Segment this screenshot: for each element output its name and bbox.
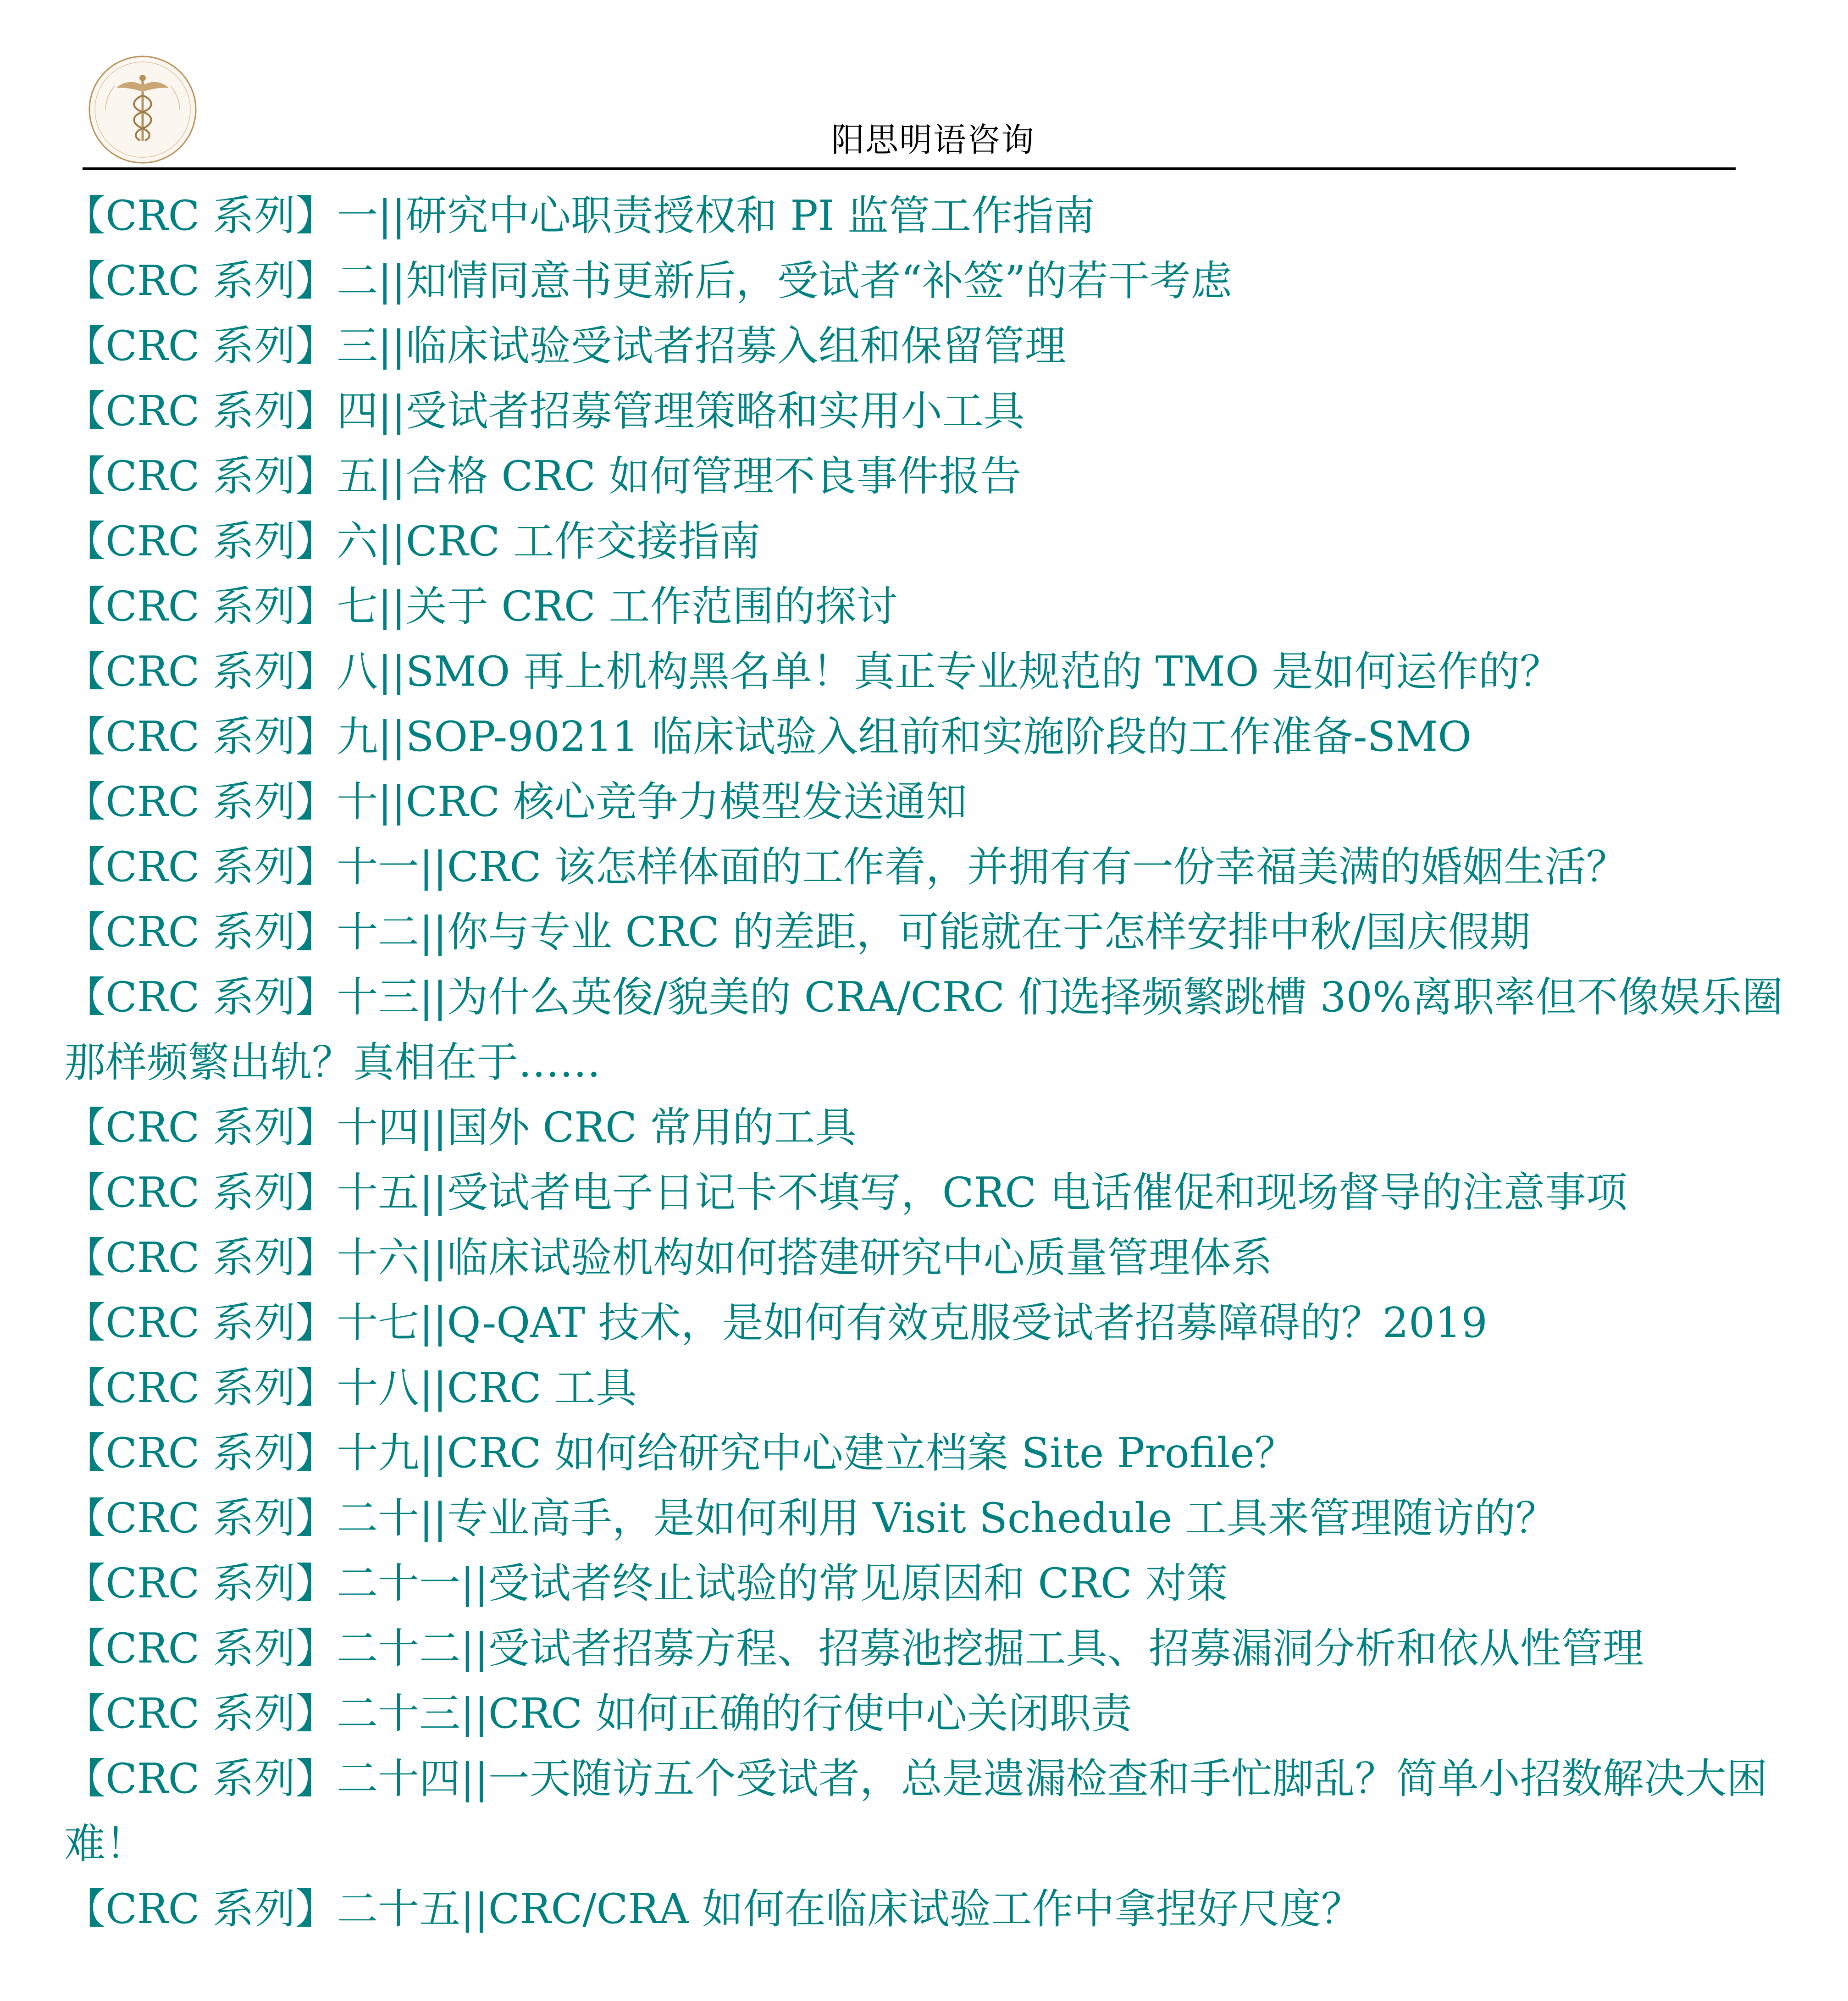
company-logo	[87, 54, 198, 165]
article-link[interactable]: 【CRC 系列】二||知情同意书更新后，受试者“补签”的若干考虑	[64, 257, 1232, 305]
article-link[interactable]: 【CRC 系列】十一||CRC 该怎样体面的工作着，并拥有有一份幸福美满的婚姻生活？	[64, 843, 1627, 891]
page-header	[0, 0, 1848, 174]
article-link[interactable]: 【CRC 系列】十六||临床试验机构如何搭建研究中心质量管理体系	[64, 1234, 1273, 1282]
article-link[interactable]: 【CRC 系列】二十||专业高手，是如何利用 Visit Schedule 工具来管理随访的？	[64, 1494, 1557, 1542]
article-link[interactable]: 【CRC 系列】十九||CRC 如何给研究中心建立档案 Site Profile？	[64, 1429, 1296, 1477]
header-title: 阳思明语咨询	[831, 121, 1035, 159]
article-link[interactable]: 【CRC 系列】二十五||CRC/CRA 如何在临床试验工作中拿捏好尺度？	[64, 1885, 1362, 1933]
article-list	[64, 183, 1788, 1942]
article-link[interactable]: 【CRC 系列】四||受试者招募管理策略和实用小工具	[64, 387, 1025, 435]
article-link[interactable]: 【CRC 系列】十七||Q-QAT 技术，是如何有效克服受试者招募障碍的？2019	[64, 1299, 1488, 1347]
article-link[interactable]: 【CRC 系列】九||SOP-90211 临床试验入组前和实施阶段的工作准备-SMO	[64, 713, 1472, 761]
article-link[interactable]: 【CRC 系列】八||SMO 再上机构黑名单！真正专业规范的 TMO 是如何运作的？	[64, 648, 1561, 696]
article-link[interactable]: 【CRC 系列】一||研究中心职责授权和 PI 监管工作指南	[64, 192, 1096, 240]
article-link[interactable]: 【CRC 系列】十五||受试者电子日记卡不填写，CRC 电话催促和现场督导的注意事项	[64, 1169, 1627, 1217]
article-link[interactable]: 【CRC 系列】七||关于 CRC 工作范围的探讨	[64, 582, 898, 631]
article-link[interactable]: 【CRC 系列】二十二||受试者招募方程、招募池挖掘工具、招募漏洞分析和依从性管理	[64, 1624, 1644, 1673]
article-link[interactable]: 【CRC 系列】二十四||一天随访五个受试者，总是遗漏检查和手忙脚乱？简单小招数解决大困难！	[64, 1755, 1768, 1868]
article-link[interactable]: 【CRC 系列】十四||国外 CRC 常用的工具	[64, 1103, 857, 1152]
article-link[interactable]: 【CRC 系列】二十一||受试者终止试验的常见原因和 CRC 对策	[64, 1559, 1228, 1607]
article-link[interactable]: 【CRC 系列】三||临床试验受试者招募入组和保留管理	[64, 322, 1066, 370]
article-link[interactable]: 【CRC 系列】十二||你与专业 CRC 的差距，可能就在于怎样安排中秋/国庆假期	[64, 908, 1531, 956]
article-link[interactable]: 【CRC 系列】六||CRC 工作交接指南	[64, 517, 761, 565]
article-link[interactable]: 【CRC 系列】五||合格 CRC 如何管理不良事件报告	[64, 452, 1022, 500]
article-link[interactable]: 【CRC 系列】二十三||CRC 如何正确的行使中心关闭职责	[64, 1690, 1132, 1738]
header-divider	[83, 167, 1736, 170]
article-link[interactable]: 【CRC 系列】十三||为什么英俊/貌美的 CRA/CRC 们选择频繁跳槽 30%离职率但不像娱乐圈那样频繁出轨？真相在于……	[64, 973, 1783, 1086]
caduceus-logo-icon	[87, 54, 198, 165]
article-link[interactable]: 【CRC 系列】十||CRC 核心竞争力模型发送通知	[64, 778, 967, 826]
article-link[interactable]: 【CRC 系列】十八||CRC 工具	[64, 1364, 637, 1412]
